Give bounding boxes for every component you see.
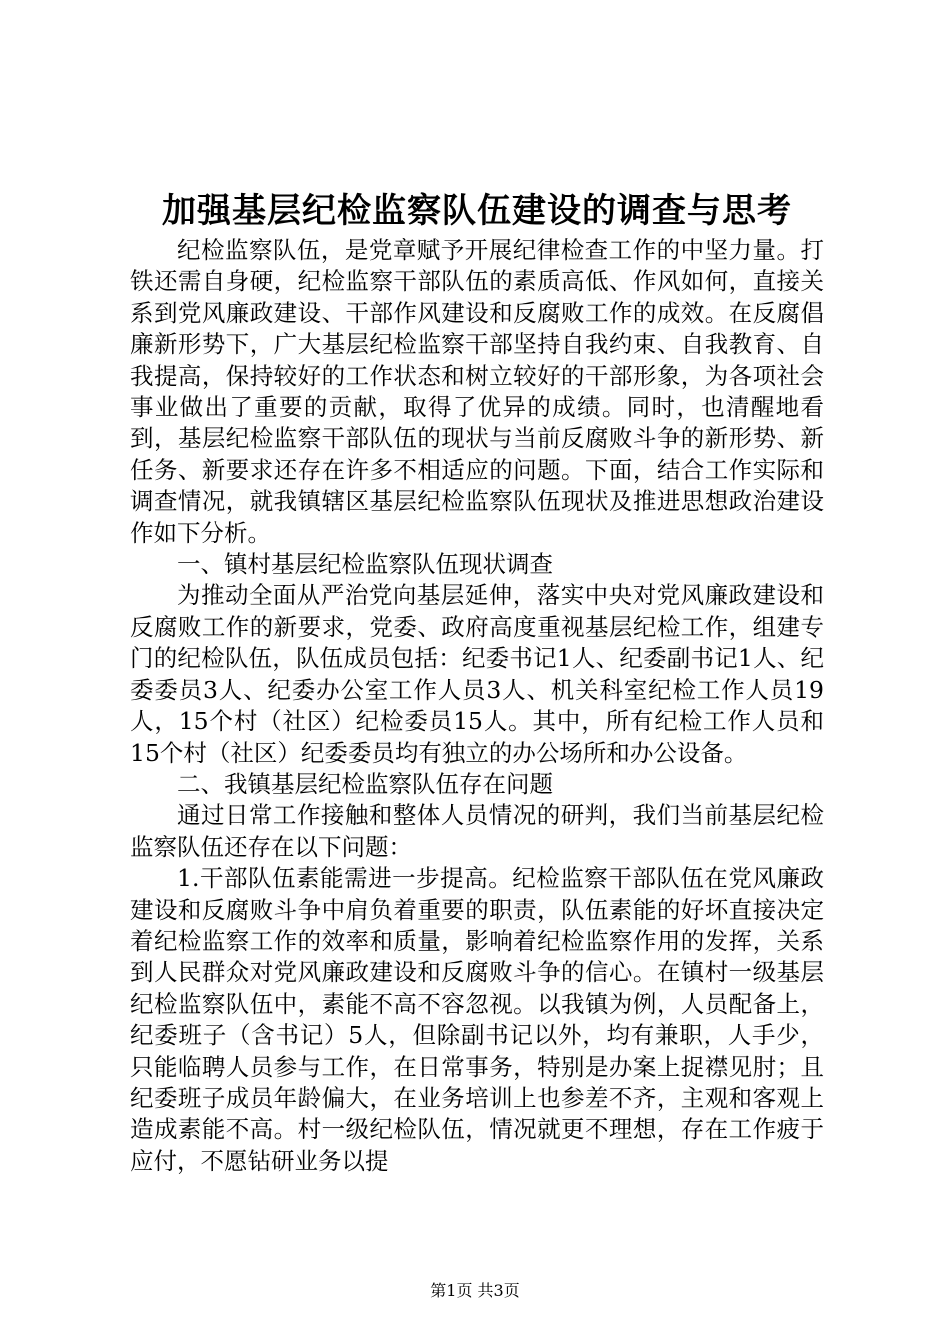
document-body (130, 235, 824, 1177)
paragraph-intro: 纪检监察队伍，是党章赋予开展纪律检查工作的中坚力量。打铁还需自身硬，纪检监察干部队伍的素质高低、作风如何，直接关系到党风廉政建设、干部作风建设和反腐败工作的成效。在反腐倡廉新形势下，广大基层纪检监察干部坚持自我约束、自我教育、自我提高，保持较好的工作状态和树立较好的干部形象，为各项社会事业做出了重要的贡献，取得了优异的成绩。同时，也清醒地看到，基层纪检监察干部队伍的现状与当前反腐败斗争的新形势、新任务、新要求还存在许多不相适应的问题。下面，结合工作实际和调查情况，就我镇辖区基层纪检监察队伍现状及推进思想政治建设作如下分析。 (130, 236, 824, 547)
page-footer: 第1页 共3页 (430, 1281, 520, 1300)
section-heading-2: 二、我镇基层纪检监察队伍存在问题 (177, 769, 553, 798)
paragraph-problem-1: 1.干部队伍素能需进一步提高。纪检监察干部队伍在党风廉政建设和反腐败斗争中肩负着重要的职责，队伍素能的好坏直接决定着纪检监察工作的效率和质量，影响着纪检监察作用的发挥，关系到人民群众对党风廉政建设和反腐败斗争的信心。在镇村一级基层纪检监察队伍中，素能不高不容忽视。以我镇为例，人员配备上，纪委班子（含书记）5人，但除副书记以外，均有兼职，人手少，只能临聘人员参与工作，在日常事务，特别是办案上捉襟见肘；且纪委班子成员年龄偏大，在业务培训上也参差不齐，主观和客观上造成素能不高。村一级纪检队伍，情况就更不理想，存在工作疲于应付，不愿钻研业务以提 (130, 864, 824, 1175)
document-title: 加强基层纪检监察队伍建设的调查与思考 (162, 191, 792, 231)
paragraph-section-1: 为推动全面从严治党向基层延伸，落实中央对党风廉政建设和反腐败工作的新要求，党委、政府高度重视基层纪检工作，组建专门的纪检队伍，队伍成员包括：纪委书记1人、纪委副书记1人、纪委委员3人、纪委办公室工作人员3人、机关科室纪检工作人员19人，15个村（社区）纪检委员15人。其中，所有纪检工作人员和15个村（社区）纪委委员均有独立的办公场所和办公设备。 (130, 581, 824, 767)
section-heading-1: 一、镇村基层纪检监察队伍现状调查 (177, 550, 553, 579)
paragraph-section-2-intro: 通过日常工作接触和整体人员情况的研判，我们当前基层纪检监察队伍还存在以下问题： (130, 801, 824, 861)
